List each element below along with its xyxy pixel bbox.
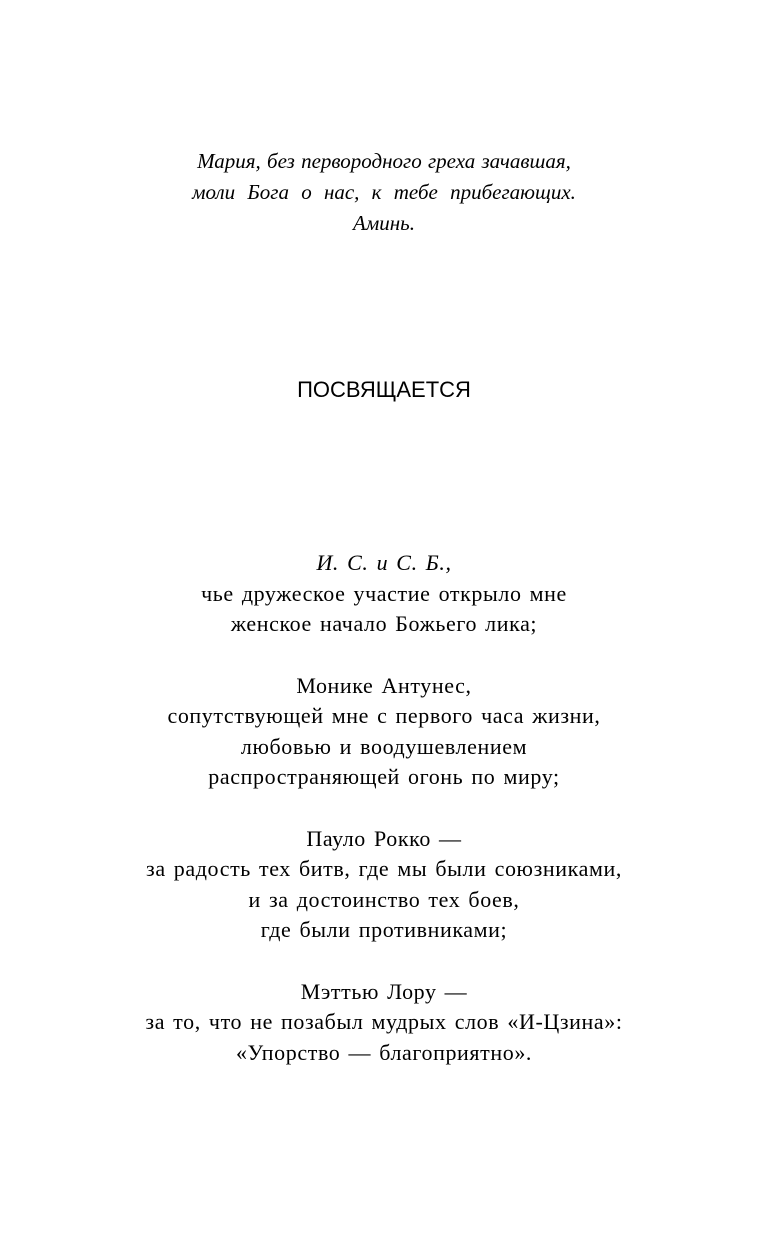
epigraph-line-1: Мария, без первородного греха зачавшая, [197,149,571,173]
epigraph-line-3: Аминь. [353,211,415,235]
dedication-line: любовью и воодушевлением [240,733,528,759]
dedication-line: чье дружеское участие открыло мне [201,580,567,606]
dedication-heading: ПОСВЯЩАЕТСЯ [297,377,471,402]
dedication-line: и за достоинство тех боев, [248,886,520,912]
dedication-block-4 [0,977,768,1069]
dedication-block-3 [0,824,768,946]
dedication-line: за то, что не позабыл мудрых слов «И-Цзина»: [145,1009,623,1034]
dedication-line: где были противниками; [260,917,508,942]
dedication-name: Монике Антунес, [296,672,472,698]
dedication-block-2 [0,671,768,793]
dedication-line: распространяющей огонь по миру; [208,764,560,789]
dedication-line: за радость тех битв, где мы были союзниками, [146,856,622,881]
dedication-name: Мэттью Лору — [300,978,468,1004]
epigraph-line-2: моли Бога о нас, к тебе прибегающих. [192,180,576,204]
dedication-block-1 [0,548,768,640]
dedication-name: Пауло Рокко — [306,825,462,851]
dedication-line: женское начало Божьего лика; [230,611,538,636]
dedications [0,548,768,1099]
dedication-line: сопутствующей мне с первого часа жизни, [167,703,601,728]
epigraph [0,146,768,239]
dedication-line: «Упорство — благоприятно». [235,1039,533,1065]
dedication-name: И. С. и С. Б., [316,550,452,575]
